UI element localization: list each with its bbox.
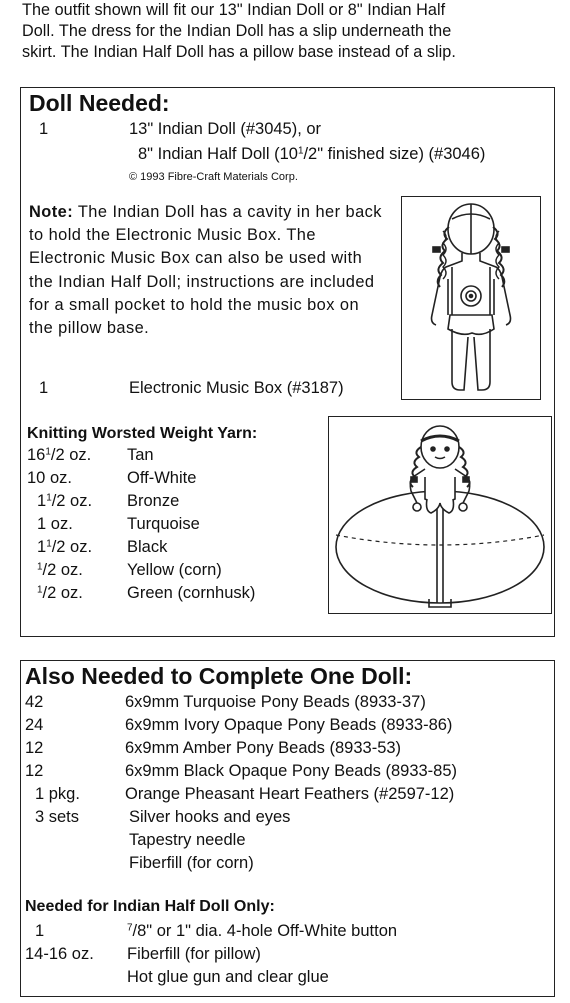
half-doll-drawing xyxy=(329,417,551,613)
yarn-color: Bronze xyxy=(127,492,180,510)
yarn-quantity: $16^1/2$ oz. xyxy=(27,446,92,464)
item-description: 6x9mm Black Opaque Pony Beads (8933-85) xyxy=(125,762,458,780)
item-quantity: 12 xyxy=(25,739,44,757)
doll-needed-box xyxy=(20,87,555,637)
yarn-color: Off-White xyxy=(127,469,197,487)
item-description: Tapestry needle xyxy=(129,831,246,849)
yarn-color: Green (cornhusk) xyxy=(127,584,256,602)
yarn-heading: Knitting Worsted Weight Yarn: xyxy=(27,425,258,442)
note-paragraph xyxy=(29,201,385,340)
doll-qty: 1 xyxy=(39,120,49,138)
item-quantity: 12 xyxy=(25,762,44,780)
doll-back-drawing xyxy=(402,197,540,399)
item-description: Orange Pheasant Heart Feathers (#2597-12) xyxy=(125,785,455,803)
item-description: Fiberfill (for pillow) xyxy=(127,945,261,963)
doll-needed-heading: Doll Needed: xyxy=(29,90,170,116)
copyright-text: © 1993 Fibre-Craft Materials Corp. xyxy=(129,171,298,183)
yarn-quantity: $^1$/2 oz. xyxy=(37,584,83,602)
item-description: 6x9mm Turquoise Pony Beads (8933-37) xyxy=(125,693,426,711)
item-quantity: 24 xyxy=(25,716,44,734)
yarn-quantity: $^1$/2 oz. xyxy=(37,561,83,579)
item-quantity: 14-16 oz. xyxy=(25,945,94,963)
item-description: Silver hooks and eyes xyxy=(129,808,291,826)
doll-back-illustration xyxy=(401,196,541,400)
yarn-color: Tan xyxy=(127,446,154,464)
intro-paragraph xyxy=(22,0,562,63)
item-description: Fiberfill (for corn) xyxy=(129,854,254,872)
intro-line: skirt. The Indian Half Doll has a pillow base instead of a slip. xyxy=(22,43,456,61)
item-quantity: 3 sets xyxy=(35,808,80,826)
yarn-color: Black xyxy=(127,538,168,556)
also-needed-box xyxy=(20,660,555,997)
yarn-quantity: 10 oz. xyxy=(27,469,72,487)
yarn-color: Yellow (corn) xyxy=(127,561,222,579)
item-quantity: 42 xyxy=(25,693,44,711)
item-description: $^7$/8" or 1" dia. 4-hole Off-White button xyxy=(127,922,398,940)
half-doll-heading: Needed for Indian Half Doll Only: xyxy=(25,898,275,915)
doll-item-1: 13" Indian Doll (#3045), or xyxy=(129,120,322,138)
intro-line: Doll. The dress for the Indian Doll has a slip underneath the xyxy=(22,22,452,40)
item-quantity: 1 pkg. xyxy=(35,785,80,803)
intro-line: The outfit shown will fit our 13" Indian Doll or 8" Indian Half xyxy=(22,1,446,19)
item-description: 6x9mm Amber Pony Beads (8933-53) xyxy=(125,739,402,757)
item-description: 6x9mm Ivory Opaque Pony Beads (8933-86) xyxy=(125,716,453,734)
yarn-quantity: $1^1/2$ oz. xyxy=(37,492,93,510)
music-box-qty: 1 xyxy=(39,379,49,397)
music-box-item: Electronic Music Box (#3187) xyxy=(129,379,344,397)
also-needed-heading: Also Needed to Complete One Doll: xyxy=(25,663,413,689)
yarn-quantity: 1 oz. xyxy=(37,515,73,533)
doll-item-2: 8" Indian Half Doll ($10^1/2$" finished size) (#3046) xyxy=(138,145,486,163)
note-text: The Indian Doll has a cavity in her back to hold the Electronic Music Box. The Electronic Music Box can also be used with the Indian Half Doll; instructions are included for a small pocket to hold the music box on the pillow base. xyxy=(29,203,382,338)
half-doll-pillow-illustration xyxy=(328,416,552,614)
yarn-quantity: $1^1/2$ oz. xyxy=(37,538,93,556)
yarn-color: Turquoise xyxy=(127,515,200,533)
note-label: Note: xyxy=(29,203,74,221)
item-description: Hot glue gun and clear glue xyxy=(127,968,329,986)
item-quantity: 1 xyxy=(35,922,45,940)
